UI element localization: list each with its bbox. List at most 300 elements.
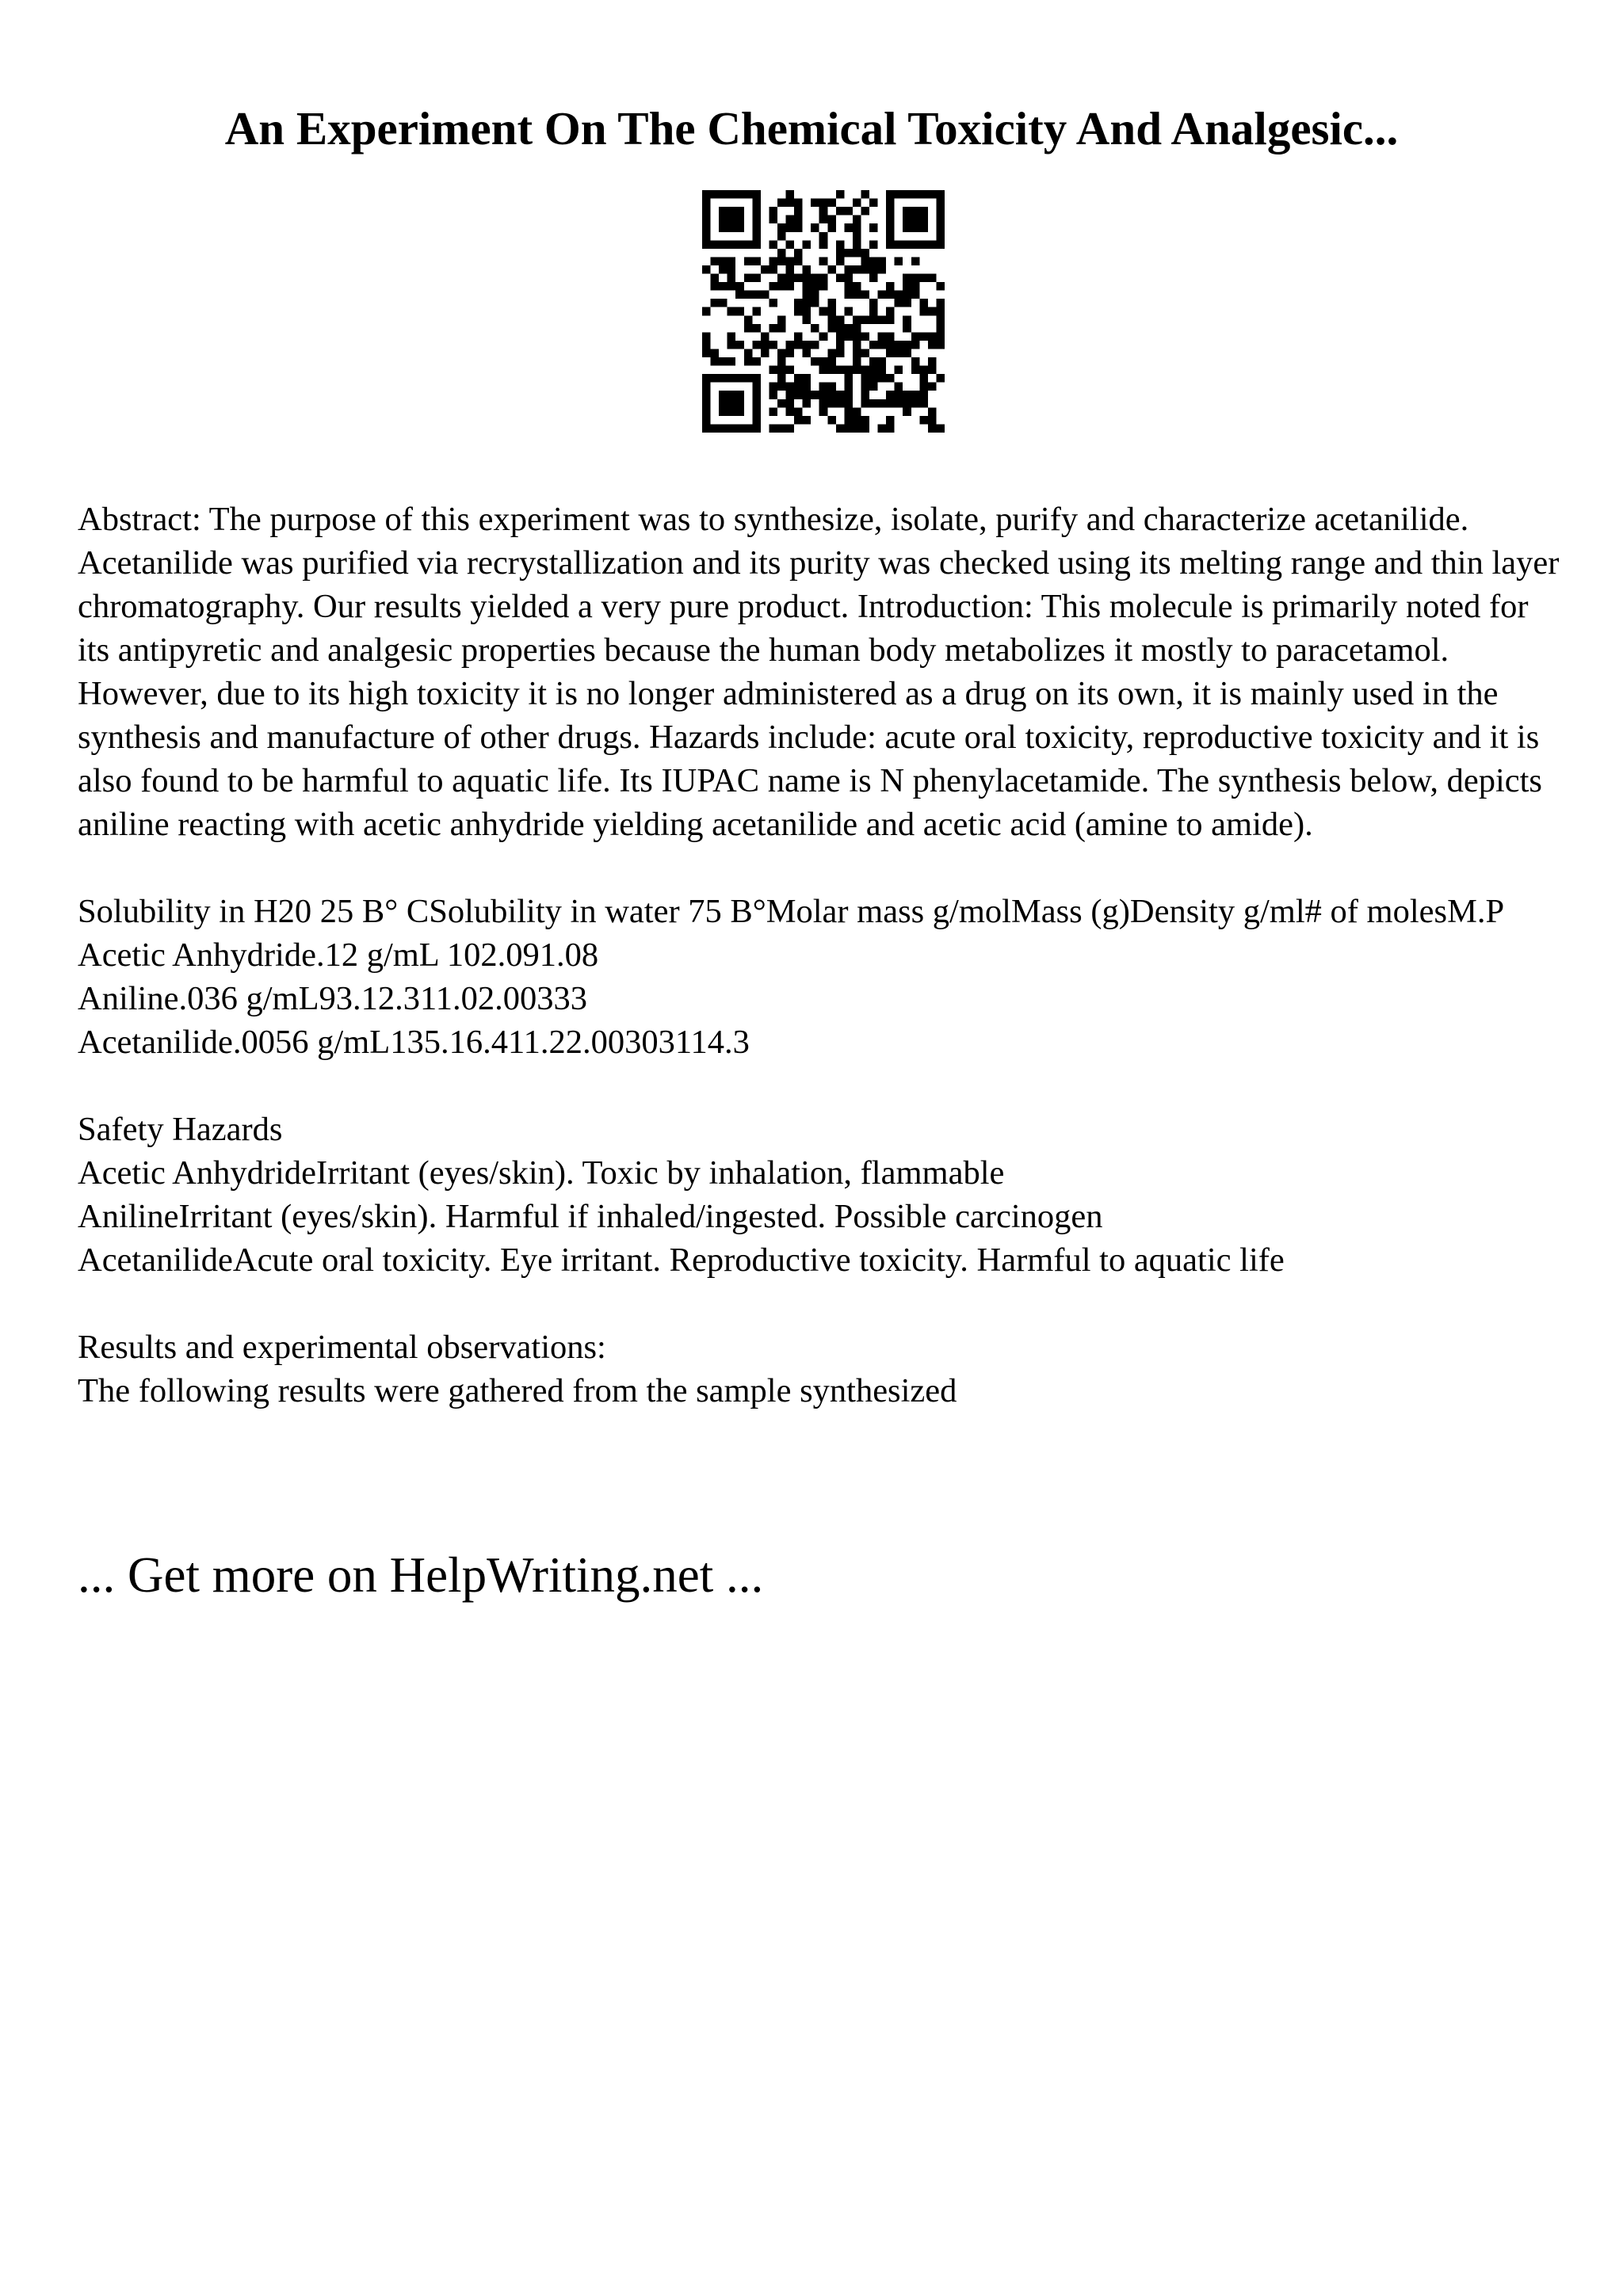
qr-module: [711, 357, 720, 366]
qr-module: [819, 232, 828, 241]
qr-module: [719, 374, 727, 383]
qr-module: [803, 307, 812, 316]
qr-module: [819, 383, 828, 391]
qr-module: [735, 407, 744, 416]
qr-module: [752, 383, 761, 391]
qr-module: [777, 274, 786, 283]
qr-module: [819, 215, 828, 224]
qr-module: [711, 374, 720, 383]
qr-module: [752, 424, 761, 433]
qr-module: [911, 240, 920, 249]
qr-module: [928, 357, 937, 366]
qr-module: [827, 199, 836, 208]
qr-module: [878, 257, 887, 265]
qr-module: [794, 407, 803, 416]
qr-module: [803, 416, 812, 425]
qr-module: [911, 215, 920, 224]
qr-module: [702, 232, 711, 241]
qr-module: [836, 315, 845, 324]
qr-module: [777, 257, 786, 265]
qr-module: [786, 407, 795, 416]
qr-module: [869, 307, 878, 316]
qr-module: [836, 399, 845, 408]
qr-module: [702, 424, 711, 433]
qr-module: [702, 223, 711, 232]
qr-module: [853, 215, 861, 224]
qr-module: [803, 391, 812, 399]
qr-module: [878, 357, 887, 366]
qr-module: [844, 274, 853, 283]
qr-module: [794, 383, 803, 391]
qr-module: [811, 199, 819, 208]
table-header: Solubility in H20 25 B° CSolubility in water 75 B°Molar mass g/molMass (g)Density g/ml# of molesM.P: [78, 893, 1505, 930]
qr-module: [836, 391, 845, 399]
qr-module: [844, 374, 853, 383]
qr-module: [819, 357, 828, 366]
qr-module: [719, 424, 727, 433]
qr-module: [769, 265, 777, 274]
qr-module: [886, 332, 895, 341]
qr-module: [811, 357, 819, 366]
qr-module: [903, 223, 911, 232]
qr-module: [727, 190, 736, 199]
qr-module: [803, 274, 812, 283]
qr-module: [794, 416, 803, 425]
qr-module: [735, 190, 744, 199]
qr-module: [819, 407, 828, 416]
qr-module: [752, 207, 761, 215]
safety-row: AnilineIrritant (eyes/skin). Harmful if inhaled/ingested. Possible carcinogen: [78, 1198, 1103, 1235]
qr-module: [811, 299, 819, 307]
qr-module: [936, 332, 945, 341]
qr-module: [853, 232, 861, 241]
qr-module: [819, 282, 828, 291]
qr-module: [744, 315, 753, 324]
qr-module: [853, 324, 861, 333]
qr-module: [861, 332, 869, 341]
qr-module: [727, 240, 736, 249]
qr-module: [895, 257, 903, 265]
qr-module: [869, 366, 878, 375]
qr-module: [827, 223, 836, 232]
qr-module: [911, 282, 920, 291]
qr-module: [919, 299, 928, 307]
qr-module: [794, 257, 803, 265]
qr-module: [811, 341, 819, 349]
qr-module: [744, 240, 753, 249]
qr-module: [844, 407, 853, 416]
qr-module: [702, 207, 711, 215]
qr-module: [803, 282, 812, 291]
qr-module: [735, 399, 744, 408]
qr-module: [777, 374, 786, 383]
qr-module: [811, 291, 819, 299]
qr-module: [702, 332, 711, 341]
qr-module: [936, 282, 945, 291]
qr-module: [936, 299, 945, 307]
qr-module: [777, 199, 786, 208]
qr-module: [777, 315, 786, 324]
qr-module: [928, 274, 937, 283]
qr-module: [719, 215, 727, 224]
qr-module: [735, 207, 744, 215]
qr-module: [869, 223, 878, 232]
qr-module: [836, 324, 845, 333]
qr-module: [786, 215, 795, 224]
qr-module: [794, 274, 803, 283]
qr-module: [735, 341, 744, 349]
qr-module: [735, 282, 744, 291]
qr-module: [752, 416, 761, 425]
qr-module: [869, 399, 878, 408]
qr-module: [786, 282, 795, 291]
qr-module: [752, 215, 761, 224]
qr-module: [928, 307, 937, 316]
qr-module: [761, 349, 769, 357]
qr-module: [727, 424, 736, 433]
qr-module: [886, 199, 895, 208]
qr-module: [735, 424, 744, 433]
qr-module: [936, 374, 945, 383]
qr-module: [903, 399, 911, 408]
qr-module: [861, 391, 869, 399]
qr-module: [853, 315, 861, 324]
qr-module: [719, 391, 727, 399]
qr-module: [803, 399, 812, 408]
qr-module: [895, 366, 903, 375]
qr-module: [769, 391, 777, 399]
qr-module: [777, 357, 786, 366]
qr-module: [836, 240, 845, 249]
qr-module: [702, 307, 711, 316]
qr-module: [786, 240, 795, 249]
qr-module: [811, 223, 819, 232]
qr-module: [727, 274, 736, 283]
qr-module: [786, 349, 795, 357]
qr-module: [727, 223, 736, 232]
qr-module: [752, 232, 761, 241]
qr-module: [844, 332, 853, 341]
qr-module: [936, 424, 945, 433]
qr-module: [702, 416, 711, 425]
qr-module: [895, 240, 903, 249]
qr-module: [878, 374, 887, 383]
qr-module: [844, 391, 853, 399]
qr-module: [869, 374, 878, 383]
qr-module: [853, 357, 861, 366]
qr-module: [886, 391, 895, 399]
qr-module: [803, 349, 812, 357]
qr-module: [719, 357, 727, 366]
qr-module: [886, 349, 895, 357]
qr-module: [886, 416, 895, 425]
qr-module: [853, 349, 861, 357]
qr-module: [878, 315, 887, 324]
qr-module: [819, 332, 828, 341]
qr-module: [769, 324, 777, 333]
qr-module: [769, 407, 777, 416]
qr-module: [836, 274, 845, 283]
qr-module: [836, 424, 845, 433]
qr-module: [794, 299, 803, 307]
qr-module: [803, 315, 812, 324]
qr-code-icon: [702, 190, 945, 433]
qr-module: [878, 291, 887, 299]
qr-module: [911, 207, 920, 215]
results-section: [78, 1325, 1568, 1413]
qr-module: [936, 223, 945, 232]
qr-module: [886, 307, 895, 316]
qr-module: [794, 332, 803, 341]
qr-module: [811, 324, 819, 333]
qr-module: [878, 366, 887, 375]
qr-module: [786, 190, 795, 199]
qr-module: [919, 391, 928, 399]
qr-module: [919, 374, 928, 383]
qr-module: [777, 282, 786, 291]
qr-module: [811, 282, 819, 291]
qr-module: [919, 399, 928, 408]
table-row: Acetanilide.0056 g/mL135.16.411.22.00303114.3: [78, 1024, 750, 1061]
qr-module: [886, 315, 895, 324]
qr-module: [735, 391, 744, 399]
qr-module: [719, 223, 727, 232]
qr-module: [702, 341, 711, 349]
qr-module: [786, 199, 795, 208]
qr-module: [869, 299, 878, 307]
qr-module: [911, 399, 920, 408]
qr-module: [727, 332, 736, 341]
qr-module: [903, 291, 911, 299]
qr-module: [777, 366, 786, 375]
qr-module: [777, 249, 786, 257]
qr-module: [919, 240, 928, 249]
qr-module: [878, 424, 887, 433]
qr-module: [853, 407, 861, 416]
qr-module: [903, 391, 911, 399]
qr-module: [903, 240, 911, 249]
qr-module: [711, 240, 720, 249]
qr-module: [936, 232, 945, 241]
qr-module: [752, 307, 761, 316]
qr-module: [786, 399, 795, 408]
qr-module: [727, 265, 736, 274]
qr-module: [769, 383, 777, 391]
qr-module: [919, 215, 928, 224]
qr-module: [752, 199, 761, 208]
qr-module: [861, 207, 869, 215]
qr-module: [811, 391, 819, 399]
qr-module: [803, 240, 812, 249]
qr-module: [803, 265, 812, 274]
qr-module: [819, 257, 828, 265]
qr-module: [752, 240, 761, 249]
qr-module: [911, 257, 920, 265]
qr-module: [794, 249, 803, 257]
qr-module: [711, 349, 720, 357]
qr-module: [819, 199, 828, 208]
table-row: Aniline.036 g/mL93.12.311.02.00333: [78, 980, 587, 1017]
qr-module: [769, 240, 777, 249]
qr-module: [702, 374, 711, 383]
qr-module: [794, 341, 803, 349]
qr-module: [844, 307, 853, 316]
qr-module: [861, 291, 869, 299]
qr-module: [711, 424, 720, 433]
qr-module: [861, 366, 869, 375]
document-title: An Experiment On The Chemical Toxicity And Analgesic...: [224, 102, 1399, 154]
qr-module: [936, 240, 945, 249]
qr-module: [886, 223, 895, 232]
qr-module: [861, 383, 869, 391]
qr-module: [711, 274, 720, 283]
qr-module: [836, 190, 845, 199]
qr-module: [878, 265, 887, 274]
qr-module: [803, 341, 812, 349]
qr-module: [853, 240, 861, 249]
get-more-link[interactable]: ... Get more on HelpWriting.net ...: [78, 1547, 764, 1603]
results-heading: Results and experimental observations:: [78, 1329, 606, 1366]
qr-module: [928, 341, 937, 349]
qr-module: [844, 207, 853, 215]
qr-module: [886, 232, 895, 241]
safety-row: Acetic AnhydrideIrritant (eyes/skin). Toxic by inhalation, flammable: [78, 1154, 1005, 1192]
qr-module: [886, 207, 895, 215]
qr-module: [895, 299, 903, 307]
qr-module: [769, 207, 777, 215]
qr-module: [777, 324, 786, 333]
qr-module: [702, 407, 711, 416]
qr-module: [903, 207, 911, 215]
qr-module: [735, 240, 744, 249]
qr-module: [769, 366, 777, 375]
qr-module: [919, 366, 928, 375]
qr-module: [727, 407, 736, 416]
qr-module: [777, 383, 786, 391]
qr-module: [936, 341, 945, 349]
qr-module: [903, 274, 911, 283]
qr-module: [735, 374, 744, 383]
qr-module: [727, 341, 736, 349]
qr-module: [727, 307, 736, 316]
qr-module: [727, 207, 736, 215]
qr-module: [919, 207, 928, 215]
qr-module: [886, 424, 895, 433]
safety-heading: Safety Hazards: [78, 1111, 283, 1148]
qr-module: [702, 399, 711, 408]
qr-module: [886, 240, 895, 249]
qr-module: [936, 207, 945, 215]
qr-module: [719, 299, 727, 307]
qr-module: [794, 215, 803, 224]
qr-module: [869, 341, 878, 349]
qr-module: [836, 366, 845, 375]
qr-module: [819, 274, 828, 283]
qr-module: [895, 399, 903, 408]
qr-module: [752, 190, 761, 199]
qr-module: [727, 357, 736, 366]
qr-module: [919, 223, 928, 232]
qr-module: [886, 282, 895, 291]
qr-module: [936, 324, 945, 333]
qr-module: [786, 341, 795, 349]
qr-module: [803, 299, 812, 307]
qr-module: [794, 374, 803, 383]
qr-module: [911, 357, 920, 366]
qr-module: [786, 424, 795, 433]
qr-module: [702, 383, 711, 391]
qr-module: [819, 399, 828, 408]
qr-module: [786, 383, 795, 391]
qr-module: [869, 240, 878, 249]
qr-module: [803, 374, 812, 383]
qr-module: [878, 332, 887, 341]
qr-module: [803, 291, 812, 299]
qr-module: [895, 291, 903, 299]
qr-module: [861, 190, 869, 199]
qr-module: [844, 223, 853, 232]
qr-module: [936, 199, 945, 208]
qr-module: [936, 315, 945, 324]
qr-module: [936, 215, 945, 224]
qr-module: [878, 341, 887, 349]
qr-module: [844, 291, 853, 299]
qr-module: [786, 274, 795, 283]
qr-module: [844, 383, 853, 391]
qr-module: [744, 374, 753, 383]
qr-module: [853, 416, 861, 425]
qr-module: [752, 399, 761, 408]
qr-module: [886, 341, 895, 349]
qr-module: [719, 399, 727, 408]
qr-module: [761, 341, 769, 349]
qr-module: [719, 407, 727, 416]
qr-module: [903, 349, 911, 357]
qr-module: [827, 307, 836, 316]
qr-module: [903, 282, 911, 291]
qr-module: [919, 190, 928, 199]
qr-module: [702, 240, 711, 249]
qr-module: [777, 424, 786, 433]
qr-module: [819, 307, 828, 316]
qr-module: [777, 349, 786, 357]
qr-module: [853, 199, 861, 208]
qr-module: [936, 307, 945, 316]
qr-module: [702, 215, 711, 224]
qr-module: [861, 315, 869, 324]
qr-module: [919, 307, 928, 316]
qr-module: [836, 332, 845, 341]
qr-module: [711, 299, 720, 307]
qr-module: [861, 399, 869, 408]
qr-module: [744, 291, 753, 299]
qr-module: [752, 341, 761, 349]
qr-module: [794, 223, 803, 232]
qr-module: [702, 349, 711, 357]
qr-module: [794, 199, 803, 208]
qr-module: [827, 349, 836, 357]
qr-module: [702, 199, 711, 208]
qr-module: [844, 324, 853, 333]
qr-module: [819, 240, 828, 249]
qr-module: [928, 416, 937, 425]
qr-module: [836, 257, 845, 265]
qr-module: [853, 291, 861, 299]
qr-module: [786, 391, 795, 399]
qr-module: [895, 349, 903, 357]
qr-module: [719, 240, 727, 249]
qr-module: [744, 349, 753, 357]
